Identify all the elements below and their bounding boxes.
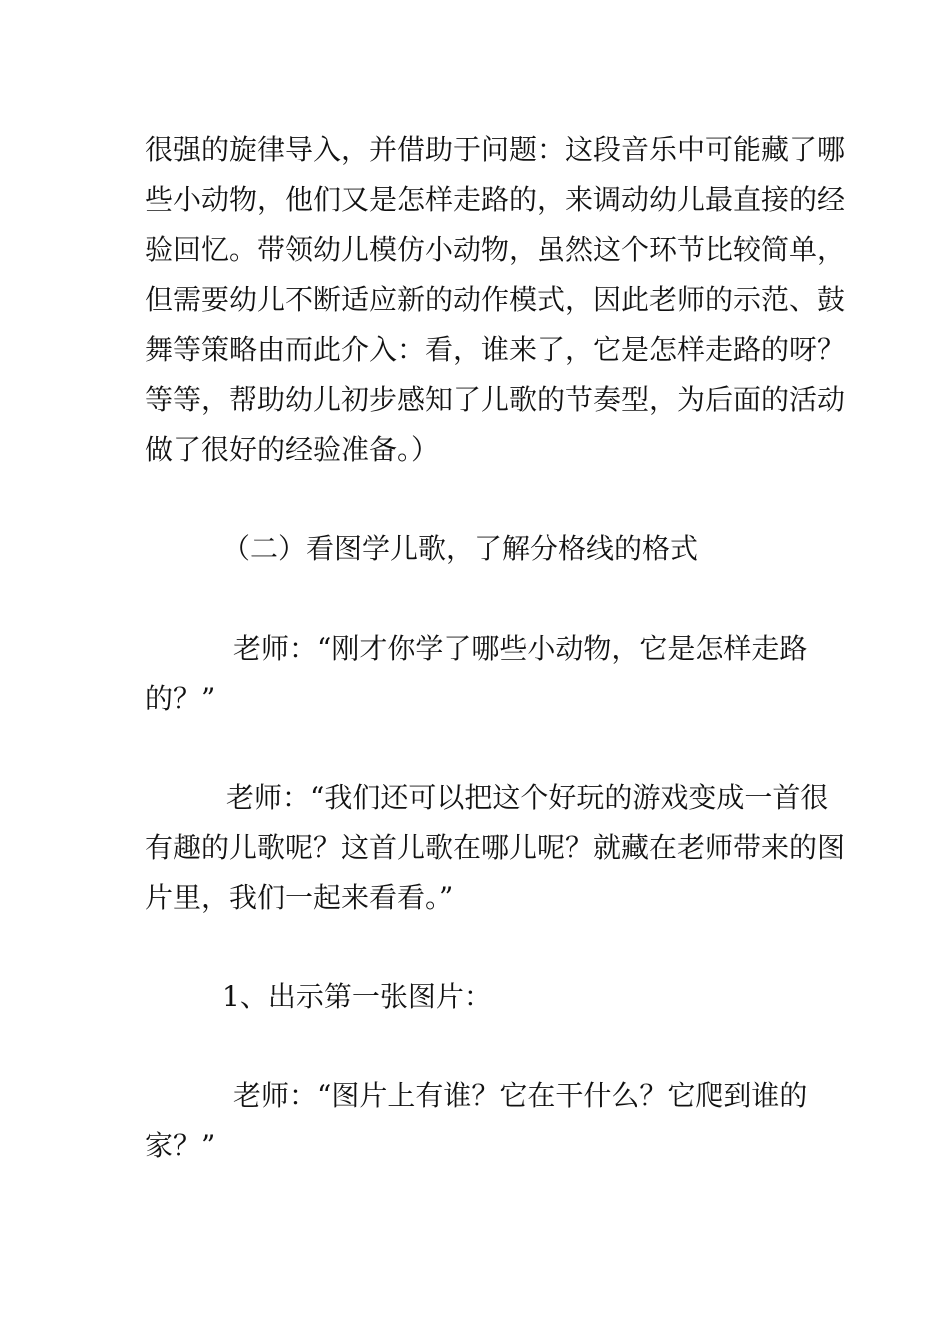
paragraph-line: 舞等策略由而此介入：看，谁来了，它是怎样走路的呀？: [145, 333, 846, 366]
paragraph-line: 但需要幼儿不断适应新的动作模式，因此老师的示范、鼓: [145, 283, 846, 316]
paragraph-line: 做了很好的经验准备。）: [145, 433, 440, 466]
section-heading: （二）看图学儿歌，了解分格线的格式: [222, 532, 699, 565]
paragraph-line: 片里，我们一起来看看。”: [145, 881, 454, 914]
paragraph-line: 老师：“刚才你学了哪些小动物，它是怎样走路: [233, 632, 808, 665]
paragraph-line: 很强的旋律导入，并借助于问题：这段音乐中可能藏了哪: [145, 133, 846, 166]
paragraph-line: 验回忆。带领幼儿模仿小动物，虽然这个环节比较简单，: [145, 233, 846, 266]
paragraph-line: 老师：“我们还可以把这个好玩的游戏变成一首很: [226, 781, 829, 814]
paragraph-line: 家？”: [145, 1129, 216, 1162]
paragraph-line: 老师：“图片上有谁？它在干什么？它爬到谁的: [233, 1079, 808, 1112]
paragraph-line: 等等，帮助幼儿初步感知了儿歌的节奏型，为后面的活动: [145, 383, 846, 416]
paragraph-line: 有趣的儿歌呢？这首儿歌在哪儿呢？就藏在老师带来的图: [145, 831, 846, 864]
step-heading: 1、出示第一张图片：: [222, 980, 492, 1013]
paragraph-line: 的？”: [145, 682, 216, 715]
paragraph-line: 些小动物，他们又是怎样走路的，来调动幼儿最直接的经: [145, 183, 846, 216]
